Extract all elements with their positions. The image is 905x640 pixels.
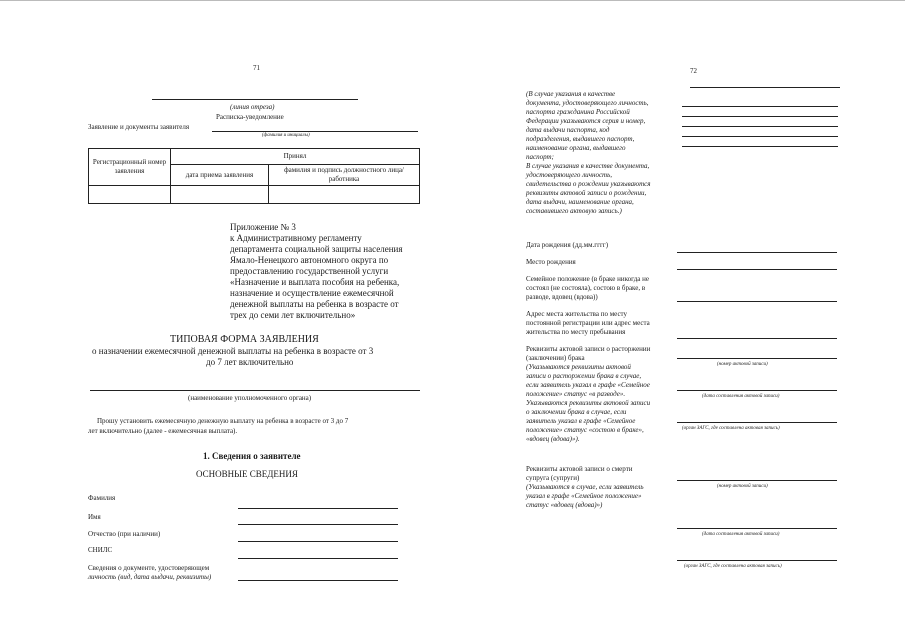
passport-field-2[interactable] [682,116,838,117]
passport-field-1[interactable] [682,106,838,107]
name-field[interactable] [238,524,398,525]
death-record-number-hint: (номер актовой записи) [717,484,768,489]
top-field-line[interactable] [690,87,840,88]
form-title: ТИПОВАЯ ФОРМА ЗАЯВЛЕНИЯ [170,334,319,345]
appendix-block [230,222,430,321]
patronymic-label: Отчество (при наличии) [88,530,161,538]
appendix-line: предоставлению государственной услуги [230,266,389,276]
appendix-line: «Назначение и выплата пособия на ребенка, [230,277,400,287]
divorce-record-number-field[interactable] [677,358,837,359]
birth-date-field[interactable] [677,252,837,253]
right-page [452,0,905,640]
appendix-line: к Административному регламенту [230,233,362,243]
reg-number-cell[interactable] [89,186,171,204]
label-line: Реквизиты актовой записи о расторжении [526,345,651,353]
officer-signature-header: фамилия и подпись должностного лица/работника [269,165,420,186]
family-status-field[interactable] [677,301,837,302]
appendix-line: назначение и осуществление ежемесячной [230,288,394,298]
doc-label-2: личность (вид, дата выдачи, реквизиты) [88,573,212,581]
form-subtitle-2: до 7 лет включительно [206,357,294,367]
accepted-header: Принял [171,149,420,165]
request-line-1: Прошу установить ежемесячную денежную выплату на ребенка в возрасте от 3 до 7 [97,417,349,425]
death-record-number-field[interactable] [677,480,837,481]
doc-label-1: Сведения о документе, удостоверяющем [88,564,210,572]
organ-line [90,390,420,391]
note-line: наименование органа, выдавшего [526,144,626,152]
accept-date-cell[interactable] [171,186,269,204]
note-line: реквизиты актовой записи о рождении, [526,189,647,197]
family-status-label [526,275,649,302]
note-line: (Указываются реквизиты актовой [526,363,631,371]
note-line: положение» статус «в разводе». [526,390,626,398]
label-line: Семейное положение (в браке никогда не [526,275,649,283]
label-line: состоял (не состояла), состою в браке, в [526,284,646,292]
note-line: удостоверяющего личность, [526,171,613,179]
cut-line [152,99,358,100]
appendix-line: Приложение № 3 [230,222,296,232]
note-line: «вдовец (вдова)»). [526,435,580,443]
death-label [526,465,686,510]
note-line: (В случае указания в качестве [526,90,616,98]
docs-label: Заявление и документы заявителя [88,123,190,131]
death-zags-hint: (орган ЗАГС, где составлена актовая запись) [684,564,782,569]
divorce-zags-field[interactable] [677,422,837,423]
divorce-record-number-hint: (номер актовой записи) [717,362,768,367]
birth-place-label: Место рождения [526,258,576,266]
receipt-title: Расписка-уведомление [216,113,284,121]
death-record-date-hint: (дата составления актовой записи) [702,532,780,537]
note-line: Федерации указываются серия и номер, [526,117,646,125]
divorce-label [526,345,686,444]
note-line: дата выдачи, наименование органа, [526,198,634,206]
note-line: заявитель указал в графе «Семейное [526,417,636,425]
divorce-record-date-hint: (дата составления актовой записи) [702,394,780,399]
appendix-line: трех до семи лет включительно» [230,310,356,320]
note-line: записи о расторжении брака в случае, [526,372,642,380]
label-line: жительства по месту пребывания [526,328,626,336]
docs-line [212,131,418,132]
snils-field[interactable] [238,558,398,559]
label-line: супруга (супруги) [526,474,580,482]
divorce-zags-hint: (орган ЗАГС, где составлена актовая запись) [682,426,780,431]
page-number: 71 [253,64,260,72]
officer-signature-cell[interactable] [269,186,420,204]
birth-date-label: Дата рождения (дд.мм.гггг) [526,241,609,249]
address-field[interactable] [677,338,837,339]
appendix-line: департамента социальной защиты населения [230,244,403,254]
passport-field-3[interactable] [682,126,838,127]
page-number: 72 [690,67,697,75]
label-line: (заключении) брака [526,354,585,362]
registration-table [88,148,420,204]
surname-label: Фамилия [88,494,116,502]
note-line: В случае указания в качестве документа, [526,162,650,170]
snils-label: СНИЛС [88,546,113,554]
section-title: 1. Сведения о заявителе [203,451,301,461]
organ-hint: (наименование уполномоченного органа) [188,394,312,402]
label-line: Реквизиты актовой записи о смерти [526,465,633,473]
note-line: если заявитель указал в графе «Семейное [526,381,650,389]
note-line: статус «вдовец (вдова)») [526,501,603,509]
note-line: указал в графе «Семейное положение» [526,492,642,500]
note-line: документа, удостоверяющего личность, [526,99,649,107]
accept-date-header: дата приема заявления [171,165,269,186]
cut-line-label: (линия отреза) [230,103,275,111]
left-page [0,0,452,640]
death-record-date-field[interactable] [677,528,837,529]
appendix-line: Ямало-Ненецкого автономного округа по [230,255,389,265]
note-line: о заключении брака в случае, если [526,408,627,416]
divorce-record-date-field[interactable] [677,390,837,391]
note-line: паспорт; [526,153,554,161]
birth-place-field[interactable] [677,269,837,270]
appendix-line: денежной выплаты на ребенка в возрасте от [230,299,399,309]
note-line: (Указываются в случае, если заявитель [526,483,644,491]
label-line: постоянной регистрации или адрес места [526,319,650,327]
label-line: Адрес места жительства по месту [526,310,628,318]
docs-hint: (фамилия и инициалы) [262,133,310,138]
note-line: подразделения, выдавшего паспорт, [526,135,635,143]
passport-field-4[interactable] [682,136,838,137]
death-zags-field[interactable] [677,560,837,561]
label-line: разводе, вдовец (вдова)) [526,293,598,301]
reg-number-header: Регистрационный номер заявления [89,149,171,186]
request-line-2: лет включительно (далее - ежемесячная выплата). [88,427,238,435]
passport-field-5[interactable] [682,146,838,147]
note-line: дата выдачи паспорта, код [526,126,610,134]
doc-field[interactable] [238,580,398,581]
patronymic-field[interactable] [238,541,398,542]
name-label: Имя [88,513,101,521]
basic-info-heading: ОСНОВНЫЕ СВЕДЕНИЯ [196,469,298,479]
address-label [526,310,650,337]
note-line: Указываются реквизиты актовой записи [526,399,651,407]
note-line: положение» статус «состою в браке», [526,426,644,434]
surname-field[interactable] [238,508,398,509]
form-subtitle-1: о назначении ежемесячной денежной выплаты на ребенка в возрасте от 3 [92,346,374,356]
passport-note [526,90,686,216]
note-line: составившего актовую запись.) [526,207,622,215]
note-line: паспорта гражданина Российской [526,108,630,116]
note-line: свидетельства о рождении указываются [526,180,651,188]
